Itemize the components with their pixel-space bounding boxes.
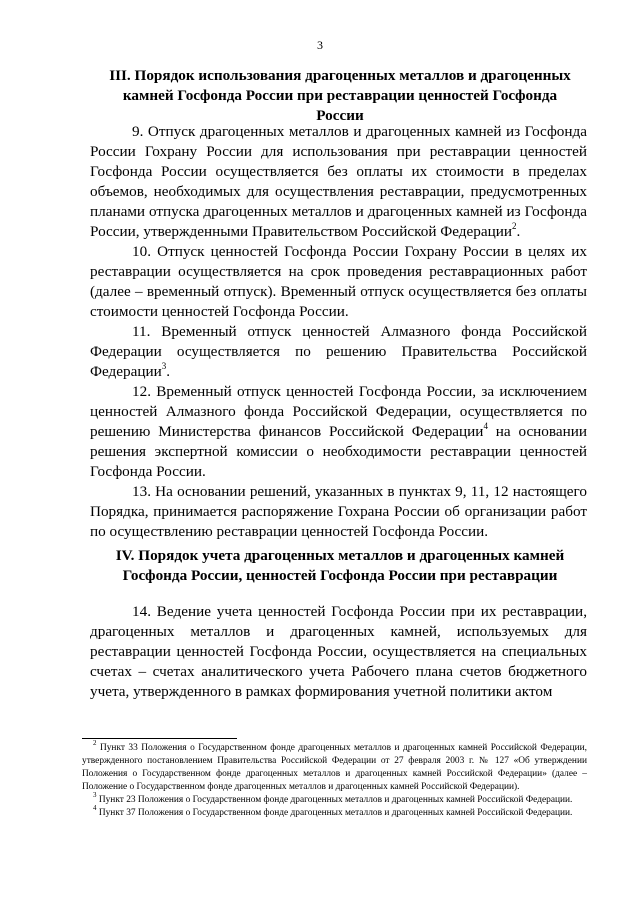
footnotes [82, 738, 587, 820]
footnote-ref-4[interactable]: 4 [483, 420, 488, 431]
paragraph-12-end: на основании решения экспертной комиссии о необходимости реставрации ценностей Госфонда России. [90, 423, 587, 480]
section-3-body [90, 122, 587, 542]
section-4-heading-line-1: IV. Порядок учета драгоценных металлов и драгоценных камней [115, 547, 565, 564]
footnote-ref-3[interactable]: 3 [161, 360, 167, 371]
paragraph-11 [90, 322, 587, 382]
paragraph-9 [90, 122, 587, 242]
paragraph-12-text: 12. Временный отпуск ценностей Госфонда России, за исключением ценностей Алмазного фонда Российской Федерации, осуществляется по решению Министерства финансов Российской Федерации [90, 383, 587, 440]
footnote-3 [82, 790, 587, 807]
paragraph-11-text: 11. Временный отпуск ценностей Алмазного фонда Российской Федерации осуществляется по решению Правительства Российской Федерации [90, 323, 587, 380]
footnote-3-text: Пункт 23 Положения о Государственном фонде драгоценных металлов и драгоценных камней Российской Федерации. [96, 795, 573, 805]
paragraph-10: 10. Отпуск ценностей Госфонда России Гохрану России в целях их реставрации осуществляется на срок проведения реставрационных работ (далее – временный отпуск). Временный отпуск осуществляется без оплаты стоимости ценностей Госфонда России. [90, 243, 587, 320]
footnote-mark-2: 2 [93, 738, 97, 747]
section-3-heading [100, 66, 580, 126]
paragraph-13: 13. На основании решений, указанных в пунктах 9, 11, 12 настоящего Порядка, принимается распоряжение Гохрана России об организации работ по осуществлению реставрации ценностей Госфонда России. [90, 483, 587, 540]
paragraph-12 [90, 382, 587, 482]
paragraph-9-text: 9. Отпуск драгоценных металлов и драгоценных камней из Госфонда России Гохрану России для использования при реставрации ценностей Госфонда России осуществляется без оплаты их стоимости в пределах объемов, необходимых для осуществления реставрации, предусмотренных планами отпуска драгоценных металлов и драгоценных камней из Госфонда России, утвержденными Правительством Российской Федерации [90, 123, 587, 240]
footnote-mark-3: 3 [93, 790, 97, 799]
section-3-heading-line-1: III. Порядок использования драгоценных металлов и драгоценных [109, 67, 571, 84]
section-3-heading-line-2: камней Госфонда России при реставрации ценностей Госфонда России [122, 87, 558, 124]
paragraph-14: 14. Ведение учета ценностей Госфонда России при их реставрации, драгоценных металлов и драгоценных камней, используемых для реставрации ценностей Госфонда России, осуществляется на специальных счетах – счетах аналитического учета Рабочего плана счетов бюджетного учета, утвержденного в рамках формирования учетной политики актом [90, 603, 587, 700]
footnote-2-text: Пункт 33 Положения о Государственном фонде драгоценных металлов и драгоценных камней Российской Федерации, утвержденного постановлением Правительства Российской Федерации от 27 февраля 2003 г. № 127 «Об утверждении Положения о Государственном фонде драгоценных металлов и драгоценных камней Российской Федерации» (далее – Положение о Государственном фонде драгоценных металлов и драгоценных камней Российской Федерации). [82, 743, 587, 792]
footnote-ref-2[interactable]: 2 [512, 220, 517, 231]
footnote-4-text: Пункт 37 Положения о Государственном фонде драгоценных металлов и драгоценных камней Российской Федерации. [96, 808, 573, 818]
paragraph-9-end: . [516, 223, 521, 240]
footnote-2 [82, 738, 587, 794]
section-4-heading [100, 546, 580, 586]
paragraph-11-end: . [166, 363, 171, 380]
footnote-4 [82, 803, 587, 820]
section-4-body [90, 602, 587, 702]
section-4-heading-line-2: Госфонда России, ценностей Госфонда России при реставрации [122, 567, 558, 584]
footnote-separator [82, 738, 237, 739]
footnote-mark-4: 4 [93, 803, 97, 812]
page-number: 3 [317, 38, 323, 52]
